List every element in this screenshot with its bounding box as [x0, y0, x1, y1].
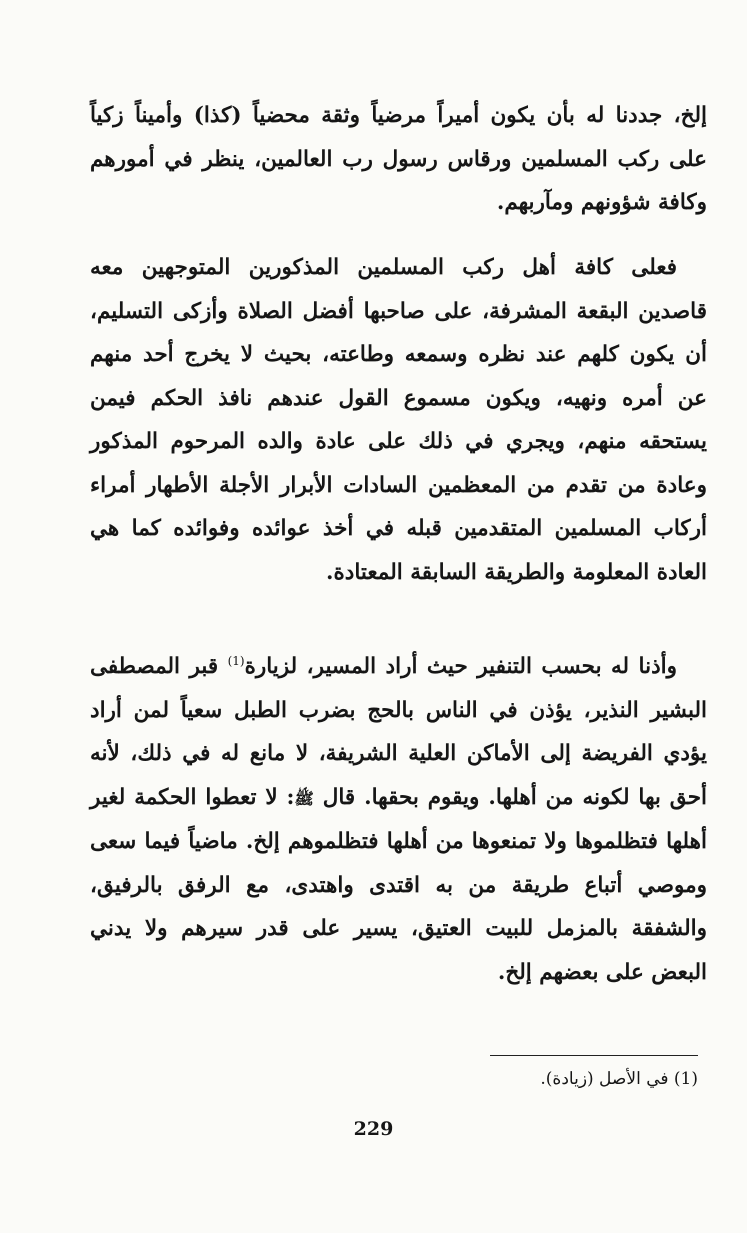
paragraph-2: فعلى كافة أهل ركب المسلمين المذكورين المتوجهين معه قاصدين البقعة المشرفة، على صاحبها أفضل الصلاة وأزكى التسليم، أن يكون كلهم عند نظره وسمعه وطاعته، بحيث لا يخرج أحد منهم عن أمره ونهيه، ويكون مسموع القول عندهم نافذ الحكم فيمن يستحقه منهم، ويجري في ذلك على عادة والده المرحوم المذكور وعادة من تقدم من المعظمين السادات الأبرار الأجلة الأطهار أمراء أركاب المسلمين المتقدمين قبله في أخذ عوائده وفوائده كما هي العادة المعلومة والطريقة السابقة المعتادة.	[90, 255, 707, 585]
page-number: 229	[353, 1118, 394, 1140]
salutation-glyph: ﷺ	[294, 788, 314, 808]
footnote: (1) في الأصل (زيادة).	[540, 1069, 698, 1089]
paragraph-1: إلخ، جددنا له بأن يكون أميراً مرضياً وثقة محضياً (كذا) وأميناً زكياً على ركب المسلمين ورقاس رسول رب العالمين، ينظر في أمورهم وكافة شؤونهم ومآربهم.	[90, 103, 707, 215]
footnote-separator	[490, 1055, 698, 1056]
paragraph-3-part-1: وأذنا له بحسب التنفير حيث أراد المسير، لزيارة	[244, 654, 677, 679]
footnote-reference: (1)	[227, 653, 245, 668]
paragraph-3-part-3: : لا تعطوا الحكمة لغير أهلها فتظلموها ولا تمنعوها من أهلها فتظلموهم إلخ. ماضياً فيما سعى وموصي أتباع طريقة من به اقتدى واهتدى، مع الرفق بالرفيق، والشفقة بالمزمل للبيت العتيق، يسير على قدر سيرهم ولا يدني البعض على بعضهم إلخ.	[90, 784, 707, 985]
paragraph-3-part-2: قبر المصطفى البشير النذير، يؤذن في الناس بالحج بضرب الطبل سعياً لمن أراد يؤدي الفريضة إلى الأماكن العلية الشريفة، لا مانع له في ذلك، لأنه أحق بها لكونه من أهلها. ويقوم بحقها. قال	[90, 654, 707, 810]
paragraph-3	[90, 645, 707, 994]
